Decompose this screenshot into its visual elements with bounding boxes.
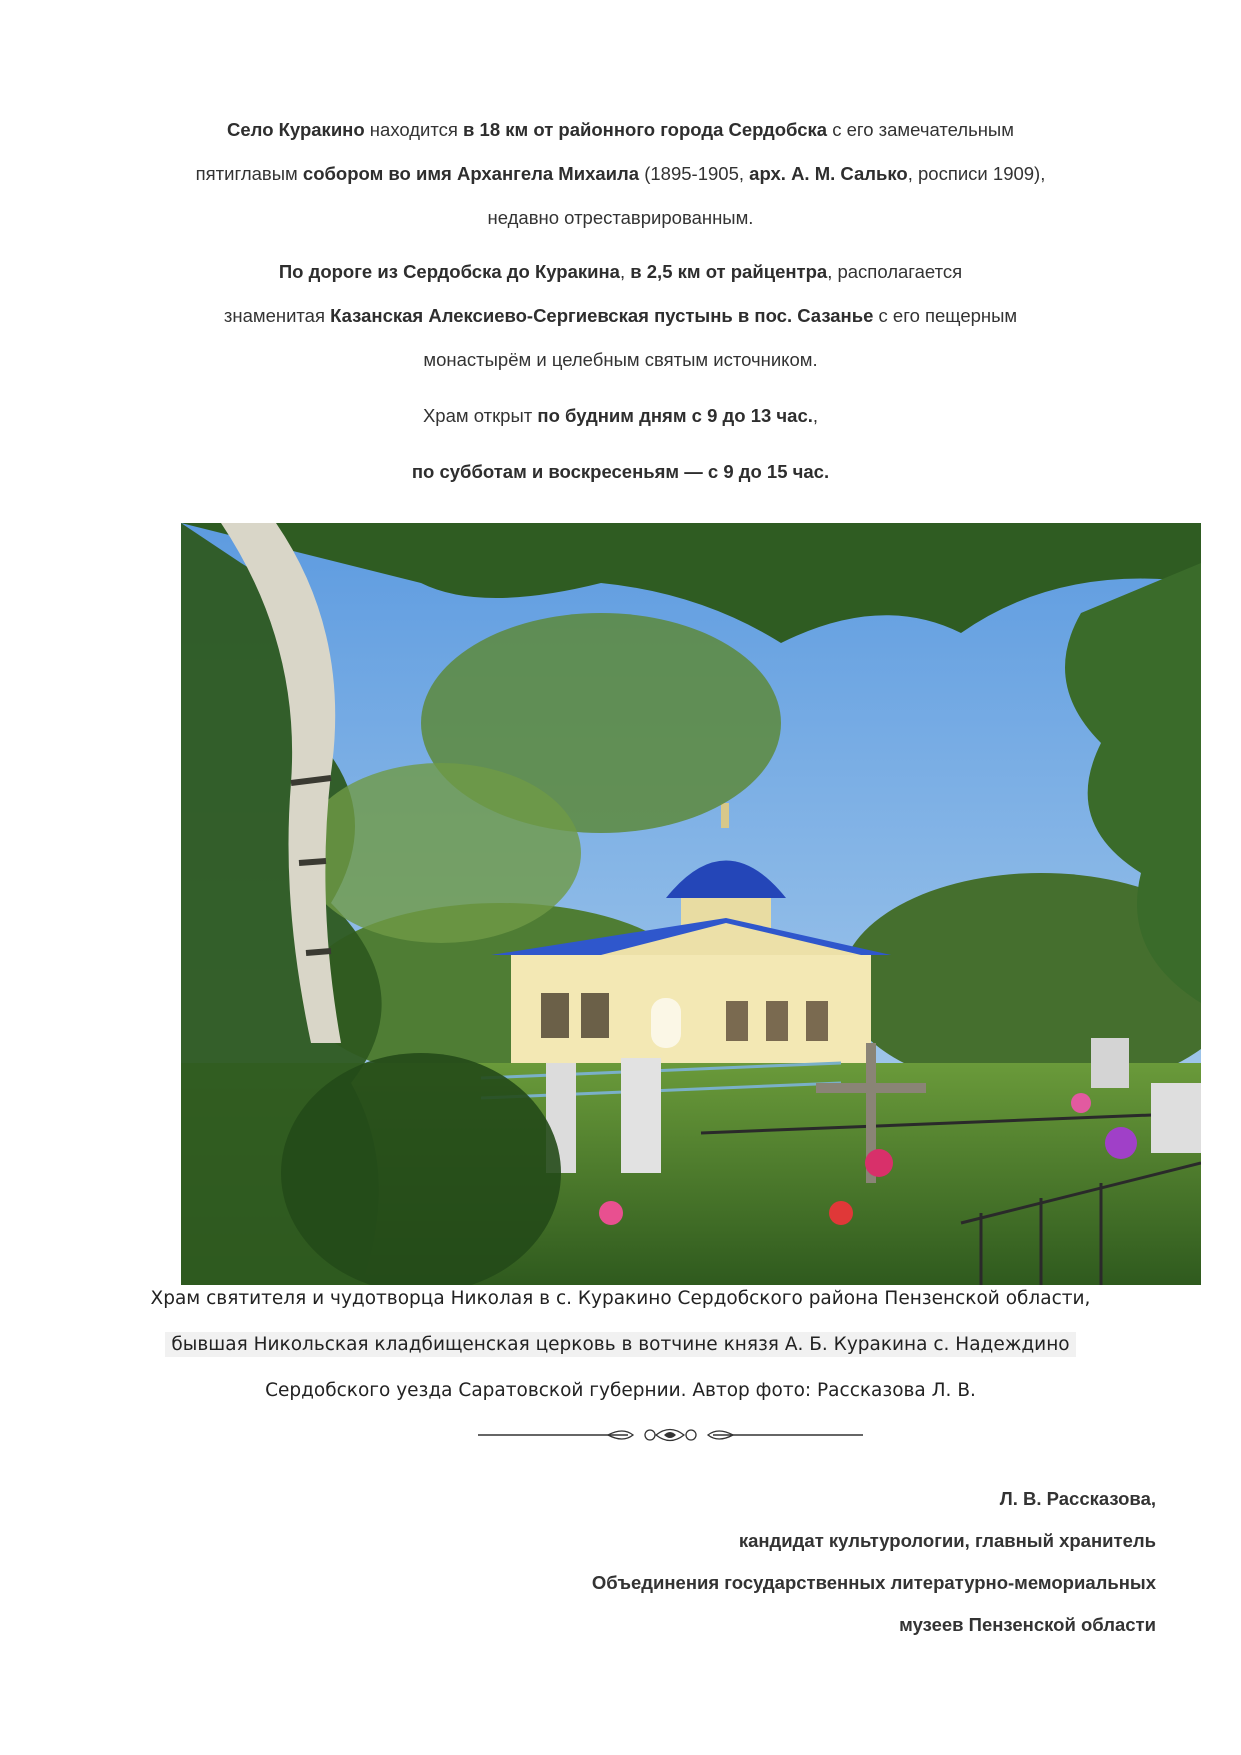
route-line-3: монастырём и целебным святым источником. [423, 349, 818, 370]
caption-line-3: Сердобского уезда Саратовской губернии. Автор фото: Рассказова Л. В. [265, 1380, 976, 1401]
author-org-line-2: музеев Пензенской области [899, 1614, 1156, 1635]
photo-caption [0, 1276, 1241, 1414]
author-title: кандидат культурологии, главный хранитель [738, 1530, 1156, 1551]
author-name: Л. В. Рассказова, [999, 1488, 1156, 1509]
intro-line-1: Село Куракино находится в 18 км от районного города Сердобска с его замечательным [227, 119, 1014, 140]
caption-line-1: Храм святителя и чудотворца Николая в с. Куракино Сердобского района Пензенской области, [150, 1288, 1091, 1309]
author-org-line-1: Объединения государственных литературно-мемориальных [591, 1572, 1156, 1593]
hours-weekday: Храм открыт по будним дням с 9 до 13 час., [422, 405, 819, 426]
author-signature [592, 1478, 1156, 1646]
church-photo [181, 523, 1201, 1285]
route-line-2: знаменитая Казанская Алексиево-Сергиевская пустынь в пос. Сазанье с его пещерным [223, 305, 1018, 326]
caption-line-2: бывшая Никольская кладбищенская церковь в вотчине князя А. Б. Куракина с. Надеждино [0, 1322, 1241, 1368]
route-paragraph [0, 250, 1241, 382]
route-line-1: По дороге из Сердобска до Куракина, в 2,5 км от райцентра, располагается [278, 261, 963, 282]
intro-paragraph [0, 108, 1241, 240]
hours-weekend: по субботам и воскресеньям — с 9 до 15 час. [411, 461, 830, 482]
intro-line-2: пятиглавым собором во имя Архангела Михаила (1895-1905, арх. А. М. Салько, росписи 1909), [195, 163, 1046, 184]
ornament-divider [478, 1424, 863, 1446]
intro-line-3: недавно отреставрированным. [487, 207, 754, 228]
